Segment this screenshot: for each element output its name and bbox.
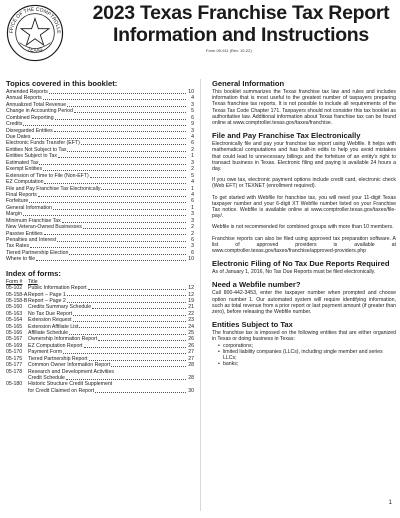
form-number: 05-160 bbox=[6, 304, 23, 311]
form-number: 05-158-A bbox=[6, 291, 28, 298]
toc-label: Amended Reports bbox=[6, 88, 48, 95]
title-line-1: 2023 Texas Franchise Tax Report bbox=[92, 2, 390, 24]
dot-leader bbox=[101, 189, 186, 190]
toc-label: Combined Reporting bbox=[6, 114, 54, 121]
toc-label: Tiered Partnership Election bbox=[6, 249, 69, 256]
form-number: 05-166 bbox=[6, 330, 23, 337]
toc-label: Penalties and Interest bbox=[6, 237, 57, 244]
form-page: 25 bbox=[188, 330, 194, 337]
form-number: 05-169 bbox=[6, 342, 23, 349]
forms-col-form: Form # bbox=[6, 278, 23, 285]
form-number: 05-163 bbox=[6, 310, 23, 317]
toc-label: Entities Subject to Tax bbox=[6, 153, 57, 160]
dot-leader bbox=[67, 106, 186, 107]
dot-leader bbox=[73, 315, 186, 316]
dot-leader bbox=[67, 302, 186, 303]
dot-leader bbox=[55, 119, 186, 120]
toc-page: 6 bbox=[191, 198, 194, 205]
page-number: 1 bbox=[388, 500, 392, 506]
form-number: 05-158-B bbox=[6, 298, 28, 305]
toc-label: EZ Computation bbox=[6, 179, 44, 186]
efile-paragraph-5: Franchise reports can also be filed using approved tax preparation software. A list of approved providers is available at www.comptroller.texas.gov/taxes/franchise/approved-providers.php bbox=[212, 235, 396, 255]
efile-heading: File and Pay Franchise Tax Electronically bbox=[212, 131, 361, 141]
dot-leader bbox=[89, 360, 187, 361]
dot-leader bbox=[38, 196, 186, 197]
dot-leader bbox=[79, 327, 186, 328]
comptroller-seal-icon bbox=[6, 4, 64, 62]
list-item: • banks; bbox=[218, 361, 396, 367]
form-title: EZ Computation Report bbox=[28, 342, 83, 349]
subject-text: The franchise tax is imposed on the following entities that are either organized in Texas or doing business in Texas: bbox=[212, 330, 396, 343]
dot-leader bbox=[74, 112, 186, 113]
efile-paragraph-1: Electronically file and pay your franchise tax report using Webfile. It helps with mathematical computations and has built-in edits to help you avoid mistakes that could lead to unnecessary billings and the forfeiture of an entity's right to transact business in Texas. Electronic filing and paying is available 24 hours a day. bbox=[212, 141, 396, 173]
webfile-number-heading: Need a Webfile number? bbox=[212, 280, 301, 290]
dot-leader bbox=[73, 321, 186, 322]
dot-leader bbox=[49, 93, 186, 94]
form-title: Ownership Information Report bbox=[28, 336, 98, 343]
subject-list bbox=[212, 343, 396, 368]
toc-page: 3 bbox=[191, 159, 194, 166]
form-number: 05-165 bbox=[6, 323, 23, 330]
toc-page: 3 bbox=[191, 101, 194, 108]
dot-leader bbox=[69, 334, 186, 335]
form-title: Tiered Partnership Report bbox=[28, 355, 88, 362]
form-page: 22 bbox=[188, 310, 194, 317]
toc-label: Final Reports bbox=[6, 191, 37, 198]
dot-leader bbox=[54, 131, 186, 132]
toc-page: 1 bbox=[191, 204, 194, 211]
dot-leader bbox=[84, 347, 187, 348]
toc-page: 5 bbox=[191, 108, 194, 115]
dot-leader bbox=[92, 308, 186, 309]
form-title: Affiliate Schedule bbox=[28, 330, 68, 337]
toc-label: New Veteran-Owned Businesses bbox=[6, 224, 82, 231]
form-number: 05-167 bbox=[6, 336, 23, 343]
toc-page: 2 bbox=[191, 166, 194, 173]
efile-paragraph-2: If you owe tax, electronic payment options include credit card, electronic check (Web EFT) or TEXNET (enrollment required). bbox=[212, 177, 396, 190]
toc-page: 3 bbox=[191, 211, 194, 218]
dot-leader bbox=[98, 340, 186, 341]
toc-page: 4 bbox=[191, 191, 194, 198]
form-title: Research and Development Activities bbox=[28, 368, 114, 375]
form-page: 19 bbox=[188, 298, 194, 305]
toc-label: Change in Accounting Period bbox=[6, 108, 73, 115]
dot-leader bbox=[43, 170, 186, 171]
form-number: 05-102 bbox=[6, 285, 23, 292]
efile-paragraph-3: To get started with Webfile for franchise tax, you will need your 11-digit Texas taxpayer number and your 6-digit XT Webfile number listed on your Franchise Tax notice. Webfile is available online at www.comptroller.texas.gov/taxes/file-pay/. bbox=[212, 194, 396, 220]
form-title: Public Information Report bbox=[28, 285, 87, 292]
toc-label: General Information bbox=[6, 204, 52, 211]
right-column bbox=[212, 79, 396, 368]
dot-leader bbox=[39, 164, 186, 165]
toc-page: 4 bbox=[191, 134, 194, 141]
form-title: Credits Summary Schedule bbox=[28, 304, 92, 311]
dot-leader bbox=[43, 99, 186, 100]
form-page: 28 bbox=[188, 362, 194, 369]
dot-leader bbox=[95, 392, 186, 393]
toc-page: 1 bbox=[191, 185, 194, 192]
form-page: 27 bbox=[188, 349, 194, 356]
toc-label: Extension of Time to File (Non-EFT) bbox=[6, 172, 89, 179]
dot-leader bbox=[44, 234, 186, 235]
dot-leader bbox=[32, 138, 186, 139]
toc-label: Disregarded Entities bbox=[6, 127, 53, 134]
toc-page: 10 bbox=[188, 256, 194, 263]
form-title: Report – Page 1 bbox=[28, 291, 66, 298]
toc-label: Where to file bbox=[6, 256, 36, 263]
efile-paragraph-4: Webfile is not recommended for combined groups with more than 10 members. bbox=[212, 224, 394, 231]
toc-page: 5 bbox=[191, 172, 194, 179]
toc-heading: Topics covered in this booklet: bbox=[6, 79, 118, 88]
toc-page: 6 bbox=[191, 114, 194, 121]
toc-page: 6 bbox=[191, 249, 194, 256]
form-title: No Tax Due Report bbox=[28, 310, 73, 317]
form-number: 05-177 bbox=[6, 362, 23, 369]
general-text: This booklet summarizes the Texas franchise tax law and rules and includes information that is most useful to the greatest number of taxpayers preparing Texas franchise tax reports. It is not possible to include all requirements of the Texas Tax Code Chapter 171. Taxpayers should not consider this tax booklet as authoritative law. Additional information about Texas franchise tax can be found online at www.comptroller.texas.gov/taxes/franchise. bbox=[212, 89, 396, 127]
toc-row bbox=[6, 256, 194, 262]
dot-leader bbox=[69, 254, 186, 255]
form-page: 26 bbox=[188, 342, 194, 349]
toc-label: Due Dates bbox=[6, 134, 31, 141]
dot-leader bbox=[23, 215, 186, 216]
form-page: 28 bbox=[188, 374, 194, 381]
toc-page: 3 bbox=[191, 127, 194, 134]
form-title: Report – Page 2 bbox=[28, 298, 66, 305]
toc-list bbox=[6, 89, 194, 263]
toc-page: 10 bbox=[188, 88, 194, 95]
toc-label: Credits bbox=[6, 121, 23, 128]
form-page: 26 bbox=[188, 336, 194, 343]
form-title-continued: for Credit Claimed on Report bbox=[28, 387, 95, 394]
toc-page: 4 bbox=[191, 179, 194, 186]
toc-page: 6 bbox=[191, 237, 194, 244]
toc-label: Electronic Funds Transfer (EFT) bbox=[6, 140, 80, 147]
webfile-number-text: Call 800-442-3453, enter the taxpayer number when prompted and choose option number 1. Our automated system will require identifying information, such as total revenue from a prior report or last payment amount (if greater than zero), before releasing the Webfile number. bbox=[212, 290, 396, 316]
toc-page: 9 bbox=[191, 121, 194, 128]
toc-page: 1 bbox=[191, 153, 194, 160]
forms-list bbox=[6, 285, 194, 394]
dot-leader bbox=[90, 177, 186, 178]
notax-text: As of January 1, 2016, No Tax Due Reports must be filed electronically. bbox=[212, 269, 376, 276]
form-number: 05-164 bbox=[6, 317, 23, 324]
toc-label: Passive Entities bbox=[6, 230, 43, 237]
form-page: 24 bbox=[188, 323, 194, 330]
forms-col-title: Title bbox=[28, 278, 38, 285]
form-page: 27 bbox=[188, 355, 194, 362]
subject-heading: Entities Subject to Tax bbox=[212, 320, 293, 330]
toc-label: Annual Reports bbox=[6, 95, 42, 102]
form-number: 05-175 bbox=[6, 355, 23, 362]
form-title: Historic Structure Credit Supplement bbox=[28, 381, 113, 388]
list-item: • limited liability companies (LLCs), including single member and series LLCs; bbox=[218, 349, 396, 361]
form-page: 12 bbox=[188, 285, 194, 292]
toc-label: Entities Not Subject to Tax bbox=[6, 146, 67, 153]
list-item: • corporations; bbox=[218, 343, 396, 349]
page-header bbox=[0, 0, 400, 76]
toc-label: Exempt Entities bbox=[6, 166, 43, 173]
dot-leader bbox=[111, 366, 186, 367]
toc-label: Annualized Total Revenue bbox=[6, 101, 67, 108]
dot-leader bbox=[83, 228, 186, 229]
dot-leader bbox=[67, 151, 186, 152]
form-number: 05-170 bbox=[6, 349, 23, 356]
notax-heading: Electronic Filing of No Tax Due Reports Required bbox=[212, 259, 390, 269]
dot-leader bbox=[57, 241, 186, 242]
dot-leader bbox=[66, 379, 186, 380]
form-title-continued: Credit Schedule bbox=[28, 374, 65, 381]
dot-leader bbox=[36, 260, 186, 261]
general-heading: General Information bbox=[212, 79, 285, 88]
form-page: 12 bbox=[188, 291, 194, 298]
toc-label: File and Pay Franchise Tax Electronically bbox=[6, 185, 101, 192]
page-title bbox=[86, 2, 396, 46]
dot-leader bbox=[63, 353, 186, 354]
dot-leader bbox=[58, 157, 186, 158]
toc-page: 4 bbox=[191, 95, 194, 102]
left-column bbox=[6, 79, 194, 394]
form-title: Common Owner Information Report bbox=[28, 362, 111, 369]
form-title: Payment Form bbox=[28, 349, 63, 356]
dot-leader bbox=[62, 222, 186, 223]
forms-heading: Index of forms: bbox=[6, 268, 61, 278]
toc-page: 2 bbox=[191, 224, 194, 231]
form-code: Form 05-911 (Rev. 10-22) bbox=[206, 48, 252, 53]
dot-leader bbox=[44, 183, 186, 184]
dot-leader bbox=[29, 202, 186, 203]
toc-page: 6 bbox=[191, 140, 194, 147]
form-page: 21 bbox=[188, 304, 194, 311]
form-page: 23 bbox=[188, 317, 194, 324]
column-divider bbox=[200, 79, 201, 511]
seal-bottom-text: TEXAS bbox=[26, 47, 44, 54]
toc-label: Minimum Franchise Tax bbox=[6, 217, 61, 224]
dot-leader bbox=[88, 289, 186, 290]
seal-top-text: FFICE OF THE COMPTROLLE bbox=[8, 6, 62, 34]
title-line-2: Information and Instructions bbox=[113, 24, 369, 46]
dot-leader bbox=[53, 209, 186, 210]
form-title: Extension Affiliate List bbox=[28, 323, 79, 330]
toc-page: 3 bbox=[191, 217, 194, 224]
toc-page: 2 bbox=[191, 146, 194, 153]
toc-page: 2 bbox=[191, 230, 194, 237]
toc-page: 3 bbox=[191, 243, 194, 250]
form-number: 05-180 bbox=[6, 381, 23, 388]
form-title: Extension Request bbox=[28, 317, 72, 324]
dot-leader bbox=[30, 247, 186, 248]
toc-label: Estimated Tax bbox=[6, 159, 39, 166]
toc-label: Margin bbox=[6, 211, 22, 218]
dot-leader bbox=[67, 295, 186, 296]
form-number: 05-178 bbox=[6, 368, 23, 375]
form-row-continued bbox=[6, 388, 194, 394]
dot-leader bbox=[81, 144, 186, 145]
dot-leader bbox=[23, 125, 186, 126]
toc-label: Forfeiture bbox=[6, 198, 29, 205]
toc-label: Tax Rates bbox=[6, 243, 30, 250]
form-page: 30 bbox=[188, 387, 194, 394]
